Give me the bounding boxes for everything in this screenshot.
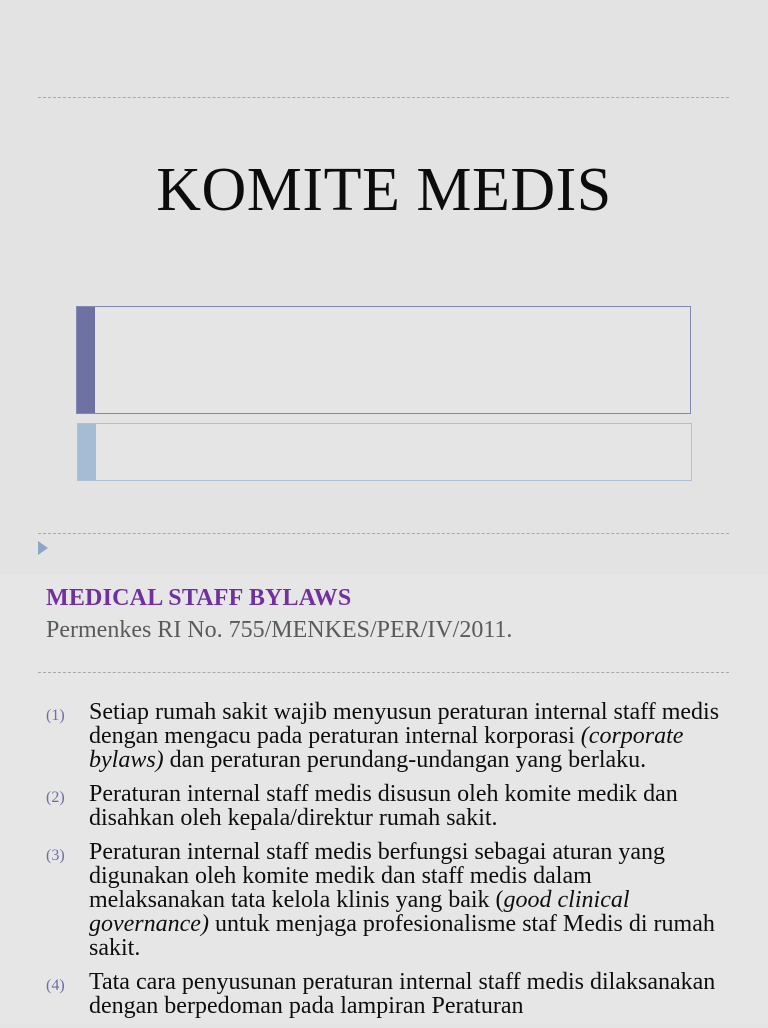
- list-text: Tata cara penyusunan peraturan internal staff medis dilaksanakan dengan berpedoman pada lampiran Peraturan: [89, 969, 716, 1019]
- slide-title: KOMITE MEDIS: [156, 156, 612, 224]
- accent-bar-light: [78, 424, 96, 480]
- secondary-placeholder-box: [77, 423, 692, 481]
- play-triangle-icon: [38, 541, 48, 555]
- list-number: (4): [46, 977, 65, 994]
- list-item: [0, 700, 768, 772]
- top-divider: [38, 97, 729, 98]
- list-text: Setiap rumah sakit wajib menyusun peraturan internal staff medis dengan mengacu pada peraturan internal korporasi (corporate bylaws) dan peraturan perundang-undangan yang berlaku.: [89, 699, 720, 773]
- list-number: (3): [46, 847, 65, 864]
- list-number: (2): [46, 789, 65, 806]
- slide-subheading: Permenkes RI No. 755/MENKES/PER/IV/2011.: [46, 617, 513, 643]
- bylaws-list: [0, 700, 768, 1028]
- heading-divider: [38, 672, 729, 673]
- subtitle-placeholder-box: [76, 306, 691, 414]
- list-item: [0, 840, 768, 960]
- slide-heading: MEDICAL STAFF BYLAWS: [46, 585, 352, 611]
- list-text: Peraturan internal staff medis berfungsi sebagai aturan yang digunakan oleh komite medik dan staff medis dalam melaksanakan tata kelola klinis yang baik (good clinical governance) untuk menjaga profesionalisme staf Medis di rumah sakit.: [89, 839, 715, 961]
- list-item: [0, 782, 768, 830]
- list-number: (1): [46, 707, 65, 724]
- list-text: Peraturan internal staff medis disusun oleh komite medik dan disahkan oleh kepala/direktur rumah sakit.: [89, 781, 678, 831]
- accent-bar: [77, 307, 95, 413]
- list-item: [0, 970, 768, 1018]
- bottom-divider: [38, 533, 729, 534]
